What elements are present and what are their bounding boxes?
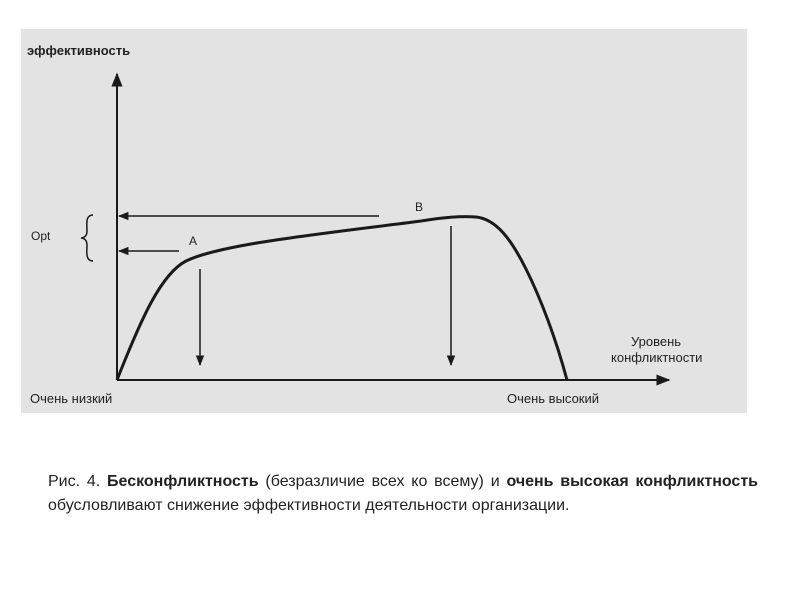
caption-middle: (безразличие всех ко всему) и [258,473,507,490]
opt-brace [81,215,93,261]
y-axis-label: эффективность [27,43,131,58]
point-b-label: B [415,200,424,214]
point-a-label: A [189,234,198,248]
x-axis-label-line1: Уровень [631,334,682,349]
x-axis-label-line2: конфликтности [611,350,703,365]
figure-caption [48,470,758,518]
caption-suffix: обусловливают снижение эффективности деятельности организации. [48,497,570,514]
x-right-label: Очень высокий [507,391,600,406]
caption-term-conflictless: Бесконфликтность [107,473,259,490]
caption-prefix: Рис. 4. [48,473,108,490]
caption-term-high-conflict: очень высокая конфликтность [506,473,758,490]
efficiency-curve [117,217,567,380]
figure-panel [21,29,747,413]
x-left-label: Очень низкий [30,391,113,406]
conflict-efficiency-diagram [21,29,747,413]
opt-label: Opt [31,229,51,243]
